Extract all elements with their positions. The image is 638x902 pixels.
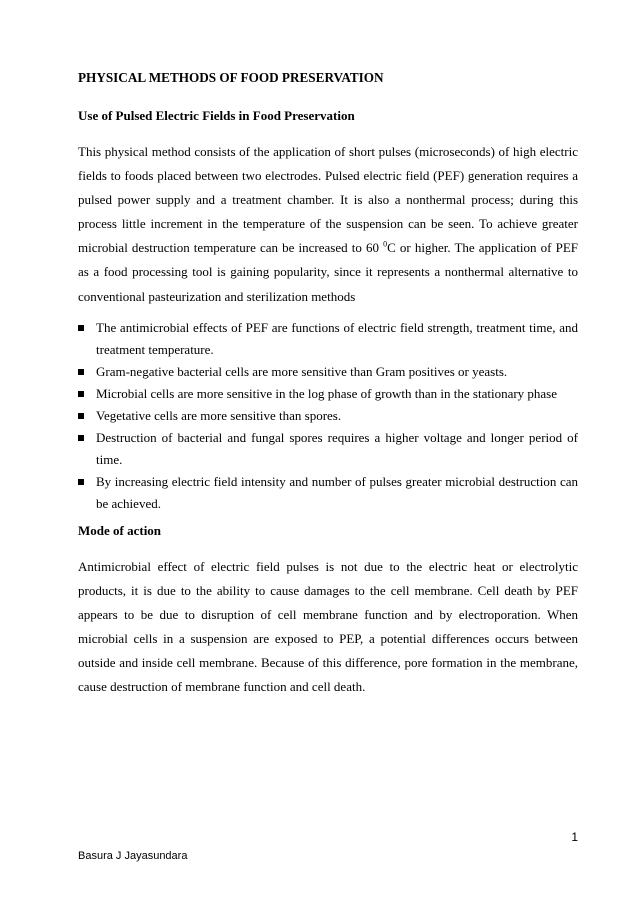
- page-content: [78, 70, 578, 707]
- bullet-item: [78, 471, 578, 515]
- bullet-text: The antimicrobial effects of PEF are functions of electric field strength, treatment time, and treatment temperature.: [96, 319, 578, 357]
- bullet-item: [78, 383, 578, 405]
- bullet-item: [78, 361, 578, 383]
- bullet-text: Gram-negative bacterial cells are more sensitive than Gram positives or yeasts.: [96, 363, 508, 379]
- degree-superscript: 0: [383, 240, 388, 250]
- intro-text-part1: This physical method consists of the application of short pulses (microseconds) of high electric fields to foods placed between two electrodes. Pulsed electric field (PEF) generation requires a pulsed power supply and a treatment chamber. It is also a nonthermal process; during this process little increment in the temperature of the suspension can be seen. To achieve greater microbial destruction temperature can be increased to 60: [78, 144, 578, 256]
- intro-text-part2: C or higher. The application of PEF as a food processing tool is gaining popularity, since it represents a nonthermal alternative to conventional pasteurization and sterilization methods: [78, 240, 578, 304]
- bullet-item: [78, 405, 578, 427]
- square-bullet-icon: [78, 479, 84, 485]
- section-subtitle: Use of Pulsed Electric Fields in Food Preservation: [78, 108, 355, 123]
- footer-author: Basura J Jayasundara: [78, 850, 188, 862]
- mode-of-action-heading: Mode of action: [78, 522, 162, 538]
- square-bullet-icon: [78, 435, 84, 441]
- page-number: 1: [571, 830, 578, 844]
- square-bullet-icon: [78, 391, 84, 397]
- mode-of-action-paragraph: Antimicrobial effect of electric field pulses is not due to the electric heat or electrolytic products, it is due to the ability to cause damages to the cell membrane. Cell death by PEF appears to be due to disruption of cell membrane function and by electroporation. When microbial cells in a suspension are exposed to PEP, a potential differences occurs between outside and inside cell membrane. Because of this difference, pore formation in the membrane, cause destruction of membrane function and cell death.: [78, 558, 578, 695]
- square-bullet-icon: [78, 413, 84, 419]
- bullet-text: Microbial cells are more sensitive in the log phase of growth than in the stationary phase: [96, 385, 558, 401]
- bullet-item: [78, 317, 578, 361]
- document-title: PHYSICAL METHODS OF FOOD PRESERVATION: [78, 70, 384, 85]
- bullet-text: Destruction of bacterial and fungal spores requires a higher voltage and longer period of time.: [96, 429, 578, 467]
- bullet-text: By increasing electric field intensity and number of pulses greater microbial destruction can be achieved.: [96, 473, 578, 511]
- bullet-item: [78, 427, 578, 471]
- bullet-text: Vegetative cells are more sensitive than spores.: [96, 407, 342, 423]
- effects-bullet-list: [78, 317, 578, 515]
- square-bullet-icon: [78, 325, 84, 331]
- square-bullet-icon: [78, 369, 84, 375]
- intro-paragraph: [78, 140, 578, 309]
